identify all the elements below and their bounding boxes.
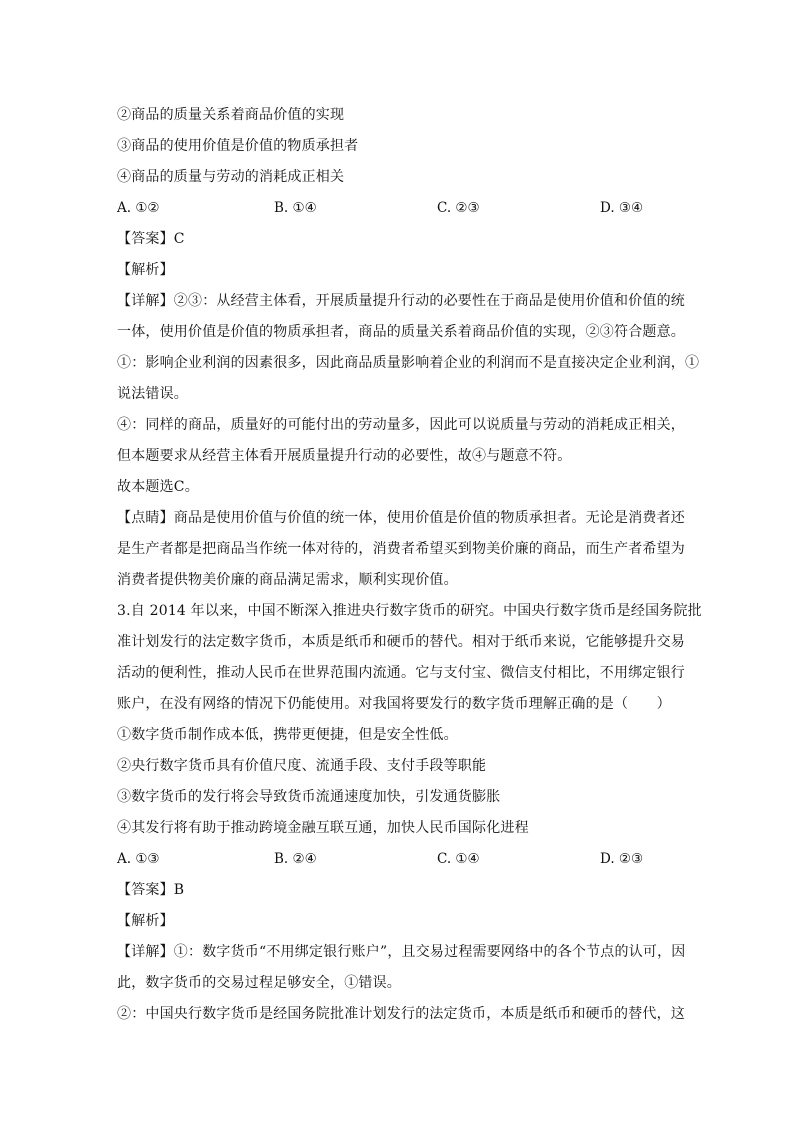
q3-choice-d: D. ②③: [600, 851, 644, 867]
q2-analysis-heading: 【解析】: [117, 262, 174, 278]
q2-analysis-line: 但本题要求从经营主体看开展质量提升行动的必要性，故④与题意不符。: [117, 448, 572, 464]
q3-option-3: ③数字货币的发行将会导致货币流通速度加快，引发通货膨胀: [117, 789, 501, 805]
q3-choice-b: B. ②④: [274, 851, 317, 867]
q3-answer: 【答案】B: [117, 882, 185, 898]
q2-analysis-line: 【详解】②③：从经营主体看，开展质量提升行动的必要性在于商品是使用价值和价值的统: [117, 293, 685, 309]
q3-analysis-line: ②：中国央行数字货币是经国务院批准计划发行的法定货币，本质是纸币和硬币的替代，这: [117, 1006, 685, 1022]
q3-stem-line: 3.自 2014 年以来，中国不断深入推进央行数字货币的研究。中国央行数字货币是经国务院批: [117, 603, 702, 619]
q2-choice-a: A. ①②: [117, 200, 160, 216]
q3-option-1: ①数字货币制作成本低，携带更便捷，但是安全性低。: [117, 727, 458, 743]
q3-stem-line: 准计划发行的法定数字货币，本质是纸币和硬币的替代。相对于纸币来说，它能够提升交易: [117, 634, 685, 650]
q3-choices: [117, 844, 685, 875]
q2-note-line: 【点睛】商品是使用价值与价值的统一体，使用价值是价值的物质承担者。无论是消费者还: [117, 510, 685, 526]
q2-choices: [117, 193, 685, 224]
q2-analysis-line: ④：同样的商品，质量好的可能付出的劳动量多，因此可以说质量与劳动的消耗成正相关，: [117, 417, 685, 433]
q2-choice-b: B. ①④: [274, 200, 317, 216]
q3-analysis-heading: 【解析】: [117, 913, 174, 929]
q2-option-4: ④商品的质量与劳动的消耗成正相关: [117, 169, 345, 185]
q3-option-2: ②央行数字货币具有价值尺度、流通手段、支付手段等职能: [117, 758, 487, 774]
page-content: [117, 100, 702, 1030]
q2-choice-c: C. ②③: [437, 200, 480, 216]
q2-note-line: 是生产者都是把商品当作统一体对待的，消费者希望买到物美价廉的商品，而生产者希望为: [117, 541, 685, 557]
q2-answer: 【答案】C: [117, 231, 185, 247]
q2-analysis-line: ①：影响企业利润的因素很多，因此商品质量影响着企业的利润而不是直接决定企业利润，①: [117, 355, 700, 371]
q2-choice-d: D. ③④: [600, 200, 644, 216]
q2-option-3: ③商品的使用价值是价值的物质承担者: [117, 138, 359, 154]
q3-choice-a: A. ①③: [117, 851, 160, 867]
q2-note-line: 消费者提供物美价廉的商品满足需求，顺利实现价值。: [117, 572, 458, 588]
q2-analysis-line: 一体，使用价值是价值的物质承担者，商品的质量关系着商品价值的实现，②③符合题意。: [117, 324, 685, 340]
q3-option-4: ④其发行将有助于推动跨境金融互联互通，加快人民币国际化进程: [117, 820, 529, 836]
q3-analysis-line: 此，数字货币的交易过程足够安全，①错误。: [117, 975, 401, 991]
q3-stem-line: 账户，在没有网络的情况下仍能使用。对我国将要发行的数字货币理解正确的是（ ）: [117, 696, 671, 712]
q3-choice-c: C. ①④: [437, 851, 480, 867]
q3-stem-line: 活动的便利性，推动人民币在世界范围内流通。它与支付宝、微信支付相比，不用绑定银行: [117, 665, 685, 681]
q3-analysis-line: 【详解】①：数字货币“不用绑定银行账户”，且交易过程需要网络中的各个节点的认可，因: [117, 944, 686, 960]
q2-option-2: ②商品的质量关系着商品价值的实现: [117, 107, 345, 123]
q2-analysis-line: 说法错误。: [117, 386, 188, 402]
q2-conclusion: 故本题选C。: [117, 479, 199, 495]
